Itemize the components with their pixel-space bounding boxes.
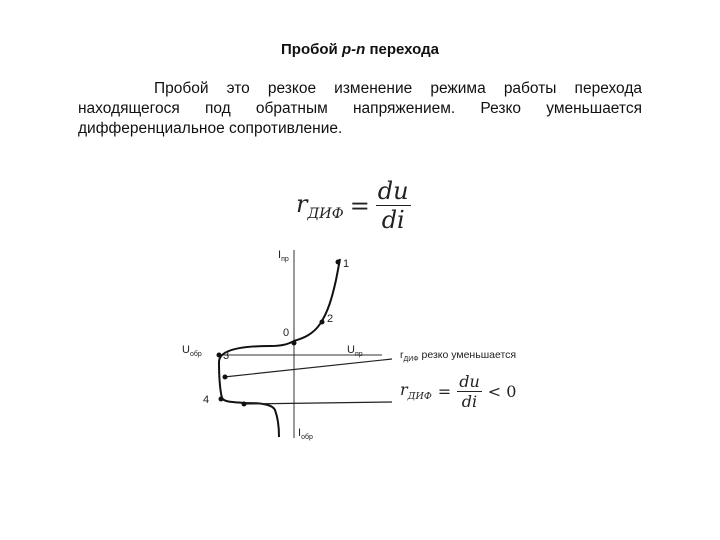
- point-2-marker: [320, 320, 325, 325]
- point-0-marker: [292, 341, 297, 346]
- label-u-pr: $U_{пр}$: [347, 344, 363, 359]
- label-point-1: 1: [343, 258, 350, 270]
- title-suffix: перехода: [365, 41, 439, 58]
- title-pn: p-n: [341, 41, 366, 58]
- label-i-pr: $I_{пр}$: [278, 249, 289, 264]
- title-prefix: Пробой: [281, 41, 342, 58]
- rdif-note: $r_{ДИФ}$ резко уменьшается: [400, 349, 517, 364]
- formula-rdif-negative: [400, 372, 522, 411]
- vac-curve: [219, 259, 340, 437]
- formula-equals: =: [349, 191, 370, 220]
- formula-lhs: $r_{ДИФ}$: [296, 189, 344, 222]
- tangent-marker-upper: [223, 375, 228, 380]
- tangent-line-upper: [224, 359, 392, 377]
- formula-denominator: di: [381, 206, 405, 234]
- formula-numerator: du: [377, 177, 409, 205]
- formula2-equals: =: [437, 382, 452, 401]
- point-4-marker: [219, 397, 224, 402]
- formula2-rhs: < 0: [487, 382, 517, 401]
- label-point-4: 4: [203, 394, 210, 406]
- label-origin: 0: [283, 327, 290, 339]
- label-i-obr: $I_{обр}$: [298, 427, 313, 442]
- point-1-marker: [336, 260, 341, 265]
- formula2-denominator: di: [461, 392, 478, 411]
- label-u-obr: $U_{обр}$: [182, 344, 202, 359]
- tangent-line-lower: [243, 402, 392, 404]
- formula2-lhs: $r_{ДИФ}$: [400, 380, 432, 403]
- definition-text: Пробой это резкое изменение режима работы перехода находящегося под обратным напряжением. Резко уменьшается дифференциальное сопротивление.: [78, 80, 642, 137]
- formula2-numerator: du: [459, 372, 480, 391]
- label-point-3: 3: [223, 350, 230, 362]
- label-point-2: 2: [327, 313, 334, 325]
- formula2-fraction: [457, 372, 482, 411]
- tangent-marker-lower: [242, 402, 247, 407]
- point-3-marker: [217, 353, 222, 358]
